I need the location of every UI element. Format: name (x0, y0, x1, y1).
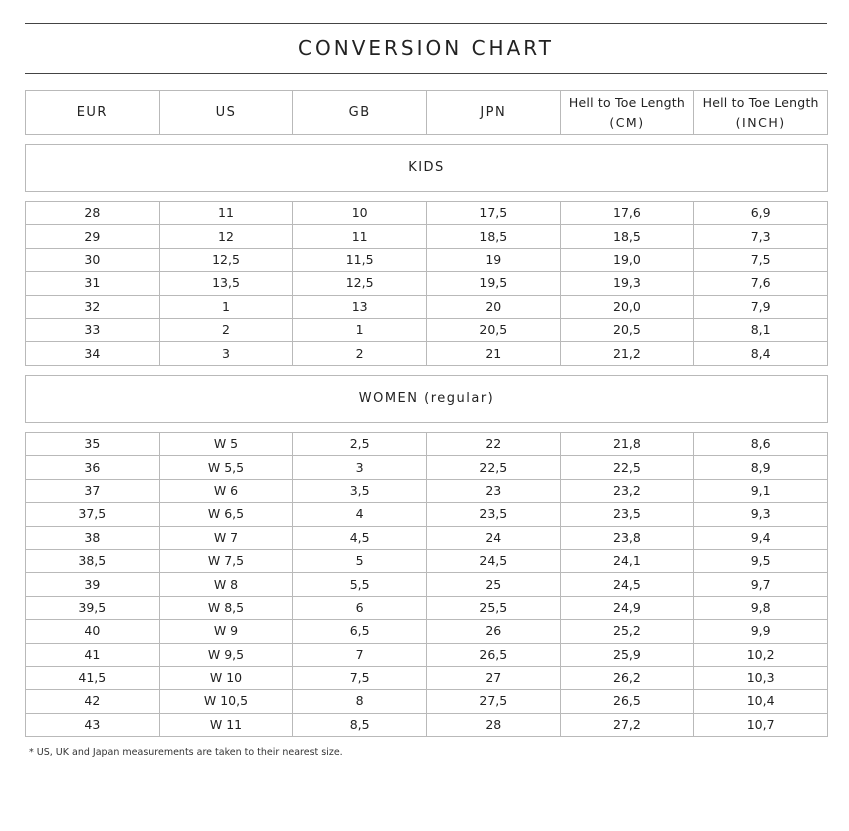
cell-us: W 10,5 (159, 690, 293, 713)
cell-jpn: 20 (426, 295, 560, 318)
cell-jpn: 23,5 (426, 503, 560, 526)
cell-eur: 34 (26, 342, 160, 365)
cell-jpn: 26 (426, 620, 560, 643)
cell-eur: 28 (26, 202, 160, 225)
column-header-table (25, 90, 828, 135)
cell-eur: 29 (26, 225, 160, 248)
cell-eur: 36 (26, 456, 160, 479)
cell-eur: 39,5 (26, 596, 160, 619)
cell-eur: 41 (26, 643, 160, 666)
cell-us: W 6 (159, 479, 293, 502)
cell-eur: 41,5 (26, 666, 160, 689)
cell-length-cm: 20,0 (560, 295, 694, 318)
cell-length-cm: 27,2 (560, 713, 694, 736)
cell-eur: 38,5 (26, 549, 160, 572)
cell-us: W 7,5 (159, 549, 293, 572)
cell-gb: 5 (293, 549, 427, 572)
cell-eur: 42 (26, 690, 160, 713)
cell-jpn: 25 (426, 573, 560, 596)
cell-eur: 37,5 (26, 503, 160, 526)
table-row (26, 573, 828, 596)
cell-length-inch: 9,1 (694, 479, 828, 502)
cell-us: W 8 (159, 573, 293, 596)
cell-jpn: 24 (426, 526, 560, 549)
cell-length-inch: 6,9 (694, 202, 828, 225)
cell-jpn: 21 (426, 342, 560, 365)
table-row (26, 690, 828, 713)
cell-gb: 3,5 (293, 479, 427, 502)
cell-length-inch: 10,3 (694, 666, 828, 689)
cell-length-inch: 9,4 (694, 526, 828, 549)
cell-us: W 10 (159, 666, 293, 689)
table-row (26, 713, 828, 736)
cell-gb: 11 (293, 225, 427, 248)
cell-jpn: 19,5 (426, 272, 560, 295)
table-row (26, 248, 828, 271)
cell-length-cm: 21,2 (560, 342, 694, 365)
cell-eur: 37 (26, 479, 160, 502)
cell-length-inch: 10,7 (694, 713, 828, 736)
column-header-row (26, 91, 828, 135)
table-row (26, 225, 828, 248)
cell-gb: 10 (293, 202, 427, 225)
cell-gb: 7 (293, 643, 427, 666)
cell-gb: 1 (293, 318, 427, 341)
table-row (26, 433, 828, 456)
cell-gb: 12,5 (293, 272, 427, 295)
cell-length-cm: 17,6 (560, 202, 694, 225)
cell-jpn: 22,5 (426, 456, 560, 479)
column-header-length-inch-unit: (INCH) (735, 114, 786, 130)
cell-length-cm: 23,5 (560, 503, 694, 526)
kids-size-table-body (26, 202, 828, 366)
cell-us: 3 (159, 342, 293, 365)
cell-jpn: 20,5 (426, 318, 560, 341)
cell-eur: 35 (26, 433, 160, 456)
column-header-eur: EUR (26, 91, 160, 135)
cell-jpn: 26,5 (426, 643, 560, 666)
column-header-length-inch (694, 91, 828, 135)
cell-length-cm: 26,5 (560, 690, 694, 713)
cell-length-inch: 7,5 (694, 248, 828, 271)
cell-us: W 9,5 (159, 643, 293, 666)
cell-length-inch: 9,9 (694, 620, 828, 643)
cell-length-inch: 8,1 (694, 318, 828, 341)
cell-length-cm: 26,2 (560, 666, 694, 689)
cell-us: W 7 (159, 526, 293, 549)
cell-length-cm: 20,5 (560, 318, 694, 341)
cell-us: 11 (159, 202, 293, 225)
cell-length-cm: 25,2 (560, 620, 694, 643)
table-row (26, 479, 828, 502)
cell-gb: 3 (293, 456, 427, 479)
cell-length-cm: 24,9 (560, 596, 694, 619)
cell-length-inch: 10,2 (694, 643, 828, 666)
cell-length-cm: 22,5 (560, 456, 694, 479)
cell-gb: 8 (293, 690, 427, 713)
cell-jpn: 25,5 (426, 596, 560, 619)
cell-us: W 5,5 (159, 456, 293, 479)
cell-length-inch: 9,7 (694, 573, 828, 596)
column-header-length-cm (560, 91, 694, 135)
cell-length-inch: 8,6 (694, 433, 828, 456)
cell-length-cm: 25,9 (560, 643, 694, 666)
cell-length-cm: 24,5 (560, 573, 694, 596)
cell-length-inch: 8,9 (694, 456, 828, 479)
cell-length-inch: 9,5 (694, 549, 828, 572)
table-row (26, 596, 828, 619)
cell-gb: 11,5 (293, 248, 427, 271)
cell-length-inch: 7,9 (694, 295, 828, 318)
cell-eur: 43 (26, 713, 160, 736)
cell-us: W 6,5 (159, 503, 293, 526)
cell-jpn: 27 (426, 666, 560, 689)
top-rule (25, 23, 827, 24)
women-size-table (25, 432, 828, 737)
cell-length-inch: 8,4 (694, 342, 828, 365)
section-header-women: WOMEN (regular) (25, 375, 828, 423)
table-row (26, 549, 828, 572)
women-size-table-body (26, 433, 828, 737)
column-header-gb: GB (293, 91, 427, 135)
table-row (26, 666, 828, 689)
cell-jpn: 24,5 (426, 549, 560, 572)
cell-length-cm: 19,0 (560, 248, 694, 271)
cell-eur: 38 (26, 526, 160, 549)
cell-length-cm: 24,1 (560, 549, 694, 572)
cell-jpn: 22 (426, 433, 560, 456)
cell-us: W 5 (159, 433, 293, 456)
cell-length-inch: 9,3 (694, 503, 828, 526)
cell-jpn: 18,5 (426, 225, 560, 248)
cell-eur: 30 (26, 248, 160, 271)
table-row (26, 456, 828, 479)
cell-length-inch: 7,3 (694, 225, 828, 248)
title-bottom-rule (25, 73, 827, 74)
page-title: CONVERSION CHART (298, 36, 554, 60)
cell-gb: 8,5 (293, 713, 427, 736)
footnote: * US, UK and Japan measurements are taken to their nearest size. (29, 747, 343, 758)
table-row (26, 318, 828, 341)
cell-length-cm: 19,3 (560, 272, 694, 295)
table-row (26, 620, 828, 643)
table-row (26, 503, 828, 526)
kids-size-table (25, 201, 828, 366)
cell-length-cm: 23,2 (560, 479, 694, 502)
cell-us: 13,5 (159, 272, 293, 295)
cell-length-inch: 7,6 (694, 272, 828, 295)
table-row (26, 643, 828, 666)
cell-gb: 4,5 (293, 526, 427, 549)
cell-us: W 11 (159, 713, 293, 736)
cell-gb: 13 (293, 295, 427, 318)
cell-jpn: 23 (426, 479, 560, 502)
cell-gb: 6,5 (293, 620, 427, 643)
cell-gb: 2 (293, 342, 427, 365)
cell-jpn: 19 (426, 248, 560, 271)
table-row (26, 342, 828, 365)
cell-length-cm: 21,8 (560, 433, 694, 456)
cell-length-inch: 10,4 (694, 690, 828, 713)
cell-jpn: 27,5 (426, 690, 560, 713)
table-row (26, 295, 828, 318)
cell-jpn: 28 (426, 713, 560, 736)
section-header-kids: KIDS (25, 144, 828, 192)
cell-us: 12 (159, 225, 293, 248)
column-header-length-inch-label: Hell to Toe Length (702, 94, 819, 110)
cell-eur: 40 (26, 620, 160, 643)
cell-eur: 32 (26, 295, 160, 318)
cell-length-cm: 18,5 (560, 225, 694, 248)
column-header-us: US (159, 91, 293, 135)
cell-us: W 9 (159, 620, 293, 643)
cell-us: W 8,5 (159, 596, 293, 619)
column-header-jpn: JPN (426, 91, 560, 135)
cell-eur: 39 (26, 573, 160, 596)
table-row (26, 202, 828, 225)
cell-gb: 4 (293, 503, 427, 526)
cell-length-cm: 23,8 (560, 526, 694, 549)
cell-gb: 6 (293, 596, 427, 619)
table-row (26, 272, 828, 295)
cell-us: 2 (159, 318, 293, 341)
table-row (26, 526, 828, 549)
cell-eur: 33 (26, 318, 160, 341)
cell-jpn: 17,5 (426, 202, 560, 225)
column-header-length-cm-label: Hell to Toe Length (568, 94, 685, 110)
cell-us: 12,5 (159, 248, 293, 271)
cell-gb: 7,5 (293, 666, 427, 689)
cell-length-inch: 9,8 (694, 596, 828, 619)
column-header-length-cm-unit: (CM) (609, 114, 645, 130)
cell-gb: 2,5 (293, 433, 427, 456)
cell-us: 1 (159, 295, 293, 318)
cell-gb: 5,5 (293, 573, 427, 596)
cell-eur: 31 (26, 272, 160, 295)
